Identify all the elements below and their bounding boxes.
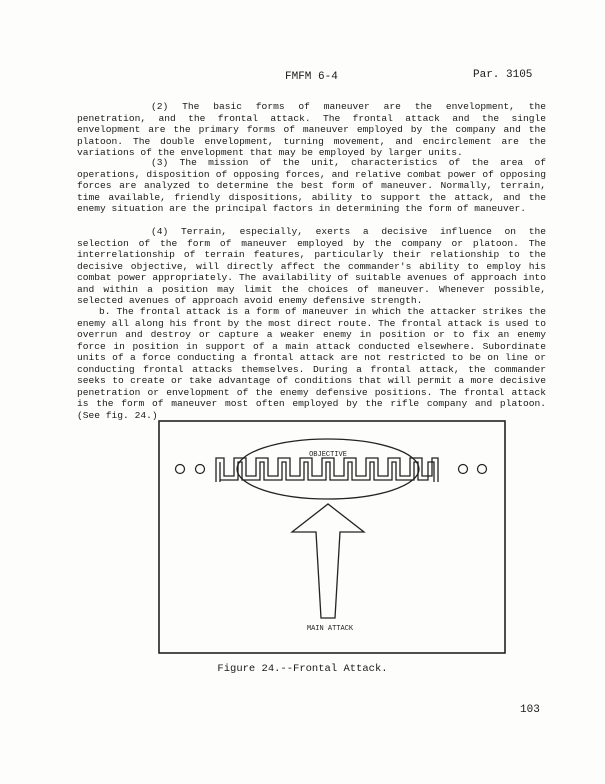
enemy-position-inner: [220, 462, 434, 482]
header-right: Par. 3105: [473, 69, 533, 81]
paragraph-3: [77, 157, 546, 215]
paragraph-b-text: b. The frontal attack is a form of maneuver in which the attacker strikes the enemy all along his front by the most direct route. The frontal attack is used to overrun and destroy or capture a weaker enemy in position or to fix an enemy force in position in support of a main attack conducted elsewhere. Subordinate units of a force conducting a frontal attack are not restricted to be on line or conducting frontal attacks themselves. During a frontal attack, the commander seeks to create or take advantage of conditions that will permit a more decisive penetration or envelopment of the enemy defensive positions. The frontal attack is the form of maneuver most often employed by the rifle company and platoon. (See fig. 24.): [77, 306, 546, 421]
unit-circle-right-2: [478, 465, 487, 474]
paragraph-4-text: (4) Terrain, especially, exerts a decisive influence on the selection of the form of maneuver employed by the company or platoon. The interrelationship of terrain features, particularly their relationship to the decisive objective, will directly affect the commander's ability to employ his combat power appropriately. The availability of suitable avenues of approach into and within a position may limit the choices of maneuver. Whenever possible, selected avenues of approach avoid enemy defensive strength.: [77, 226, 546, 306]
paragraph-3-text: (3) The mission of the unit, characteristics of the area of operations, disposition of opposing forces, and relative combat power of opposing forces are analyzed to determine the best form of maneuver. Normally, terrain, time available, friendly dispositions, ability to support the attack, and the enemy situation are the principal factors in determining the form of maneuver.: [77, 157, 546, 214]
page-number: 103: [520, 704, 540, 716]
paragraph-2-text: (2) The basic forms of maneuver are the envelopment, the penetration, and the frontal attack. The frontal attack and the single envelopment are the primary forms of maneuver employed by the company and the platoon. The double envelopment, turning movement, and encirclement are the variations of the envelopment that may be employed by larger units.: [77, 101, 546, 158]
unit-circle-left-2: [196, 465, 205, 474]
frontal-attack-figure: [158, 420, 506, 654]
objective-label: OBJECTIVE: [309, 451, 347, 459]
unit-circle-left-1: [176, 465, 185, 474]
paragraph-2: [77, 101, 546, 159]
main-attack-label: MAIN ATTACK: [306, 625, 354, 633]
header-center: FMFM 6-4: [285, 71, 338, 83]
unit-circle-right-1: [459, 465, 468, 474]
paragraph-b: [77, 306, 546, 421]
paragraph-4: [77, 226, 546, 307]
main-attack-arrow: [292, 504, 364, 618]
figure-caption: Figure 24.--Frontal Attack.: [217, 663, 388, 675]
